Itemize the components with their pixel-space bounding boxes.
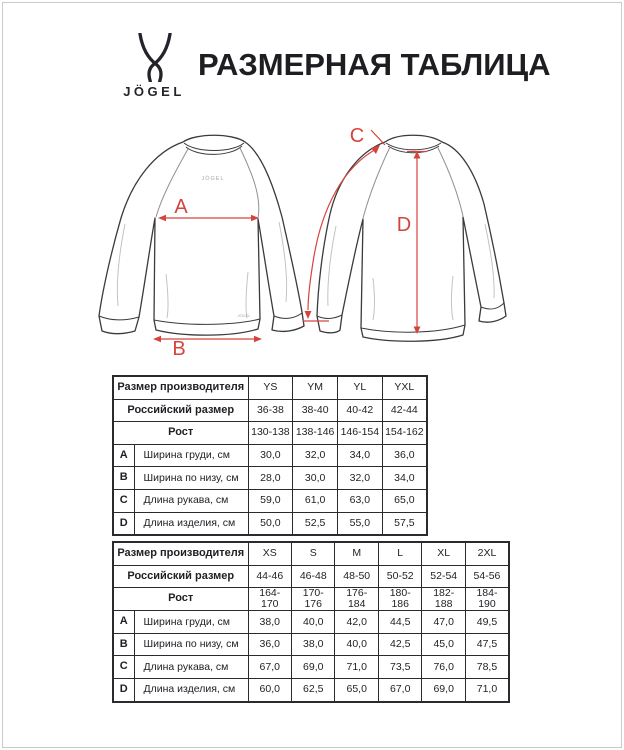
height-value: 138-146: [293, 422, 338, 445]
measure-value: 30,0: [293, 467, 338, 490]
size-name: XL: [422, 542, 465, 565]
page-title: РАЗМЕРНАЯ ТАБЛИЦА: [198, 47, 551, 82]
measure-value: 47,0: [422, 611, 465, 634]
height-header: Рост: [113, 422, 248, 445]
measure-value: 34,0: [382, 467, 427, 490]
back-fold-line: [452, 276, 454, 320]
measure-value: 42,0: [335, 611, 378, 634]
back-raglan-seam-right: [437, 146, 463, 216]
height-value: 184-190: [465, 588, 509, 611]
height-value: 146-154: [337, 422, 382, 445]
measure-value: 40,0: [335, 633, 378, 656]
measure-value: 32,0: [293, 444, 338, 467]
measure-value: 73,5: [378, 656, 421, 679]
size-table: [112, 375, 428, 536]
front-fold-line: [117, 224, 125, 306]
measure-value: 34,0: [337, 444, 382, 467]
measure-value: 65,0: [335, 679, 378, 702]
adult-size-table-slot: [112, 541, 510, 703]
hem-micro-text: JÖGEL: [237, 313, 251, 318]
back-raglan-seam-left: [363, 147, 390, 218]
size-name: YS: [248, 376, 293, 399]
chest-logo-text: JÖGEL: [201, 176, 225, 182]
size-table: [112, 541, 510, 703]
measure-label: Длина изделия, см: [134, 512, 248, 535]
measure-value: 36,0: [248, 633, 291, 656]
measure-letter: A: [113, 611, 134, 634]
front-raglan-seam-right: [240, 148, 259, 218]
measure-value: 50,0: [248, 512, 293, 535]
russian-size-value: 40-42: [337, 399, 382, 422]
russian-size-value: 36-38: [248, 399, 293, 422]
measure-label: Длина рукава, см: [134, 489, 248, 512]
measure-letter: B: [113, 633, 134, 656]
measure-value: 47,5: [465, 633, 509, 656]
height-value: 182-188: [422, 588, 465, 611]
russian-size-value: 54-56: [465, 565, 509, 588]
measure-value: 71,0: [465, 679, 509, 702]
measure-letter: D: [113, 679, 134, 702]
measure-value: 42,5: [378, 633, 421, 656]
back-cuff-line-right: [481, 303, 504, 309]
measure-label: Ширина по низу, см: [134, 467, 248, 490]
size-name: YXL: [382, 376, 427, 399]
measure-letter: B: [113, 467, 134, 490]
brand-antlers-icon: [135, 33, 175, 82]
back-shirt-outline: [317, 135, 506, 341]
measure-value: 59,0: [248, 489, 293, 512]
back-hem-line: [361, 325, 465, 332]
measure-letter: A: [113, 444, 134, 467]
russian-size-value: 48-50: [335, 565, 378, 588]
height-value: 180-186: [378, 588, 421, 611]
measure-value: 30,0: [248, 444, 293, 467]
hem-width-arrowhead-left: [153, 336, 161, 342]
measure-value: 45,0: [422, 633, 465, 656]
measure-label: Длина изделия, см: [134, 679, 248, 702]
measure-value: 57,5: [382, 512, 427, 535]
measure-value: 38,0: [248, 611, 291, 634]
front-cuff-line-right: [274, 313, 302, 318]
hem-width-arrowhead-right: [254, 336, 262, 342]
measure-value: 76,0: [422, 656, 465, 679]
label-b: B: [172, 338, 186, 358]
size-name: YM: [293, 376, 338, 399]
height-header: Рост: [113, 588, 248, 611]
measure-value: 32,0: [337, 467, 382, 490]
chest-width-arrowhead-left: [158, 215, 166, 221]
front-fold-line: [246, 272, 248, 318]
back-fold-line: [328, 226, 336, 306]
measure-value: 36,0: [382, 444, 427, 467]
youth-size-table-slot: [112, 375, 428, 536]
measure-value: 67,0: [378, 679, 421, 702]
measure-letter: C: [113, 656, 134, 679]
sleeve-top-tick: [371, 130, 385, 145]
front-hem-line: [154, 319, 260, 324]
height-value: 154-162: [382, 422, 427, 445]
measure-value: 62,5: [292, 679, 335, 702]
height-value: 164-170: [248, 588, 291, 611]
russian-size-header: Российский размер: [113, 565, 248, 588]
manufacturer-size-header: Размер производителя: [113, 542, 248, 565]
back-cuff-line-left: [317, 315, 342, 319]
height-value: 130-138: [248, 422, 293, 445]
russian-size-value: 44-46: [248, 565, 291, 588]
height-value: 176-184: [335, 588, 378, 611]
size-name: M: [335, 542, 378, 565]
back-fold-line: [373, 278, 375, 320]
russian-size-value: 52-54: [422, 565, 465, 588]
shirt-front-drawing: [92, 124, 312, 358]
front-cuff-line-left: [99, 316, 139, 320]
manufacturer-size-header: Размер производителя: [113, 376, 248, 399]
measure-value: 67,0: [248, 656, 291, 679]
measure-value: 28,0: [248, 467, 293, 490]
measure-label: Ширина груди, см: [134, 611, 248, 634]
measure-letter: C: [113, 489, 134, 512]
measure-value: 71,0: [335, 656, 378, 679]
russian-size-value: 50-52: [378, 565, 421, 588]
front-shirt-outline: [99, 135, 304, 335]
measure-value: 60,0: [248, 679, 291, 702]
measure-value: 55,0: [337, 512, 382, 535]
measure-label: Длина рукава, см: [134, 656, 248, 679]
size-name: XS: [248, 542, 291, 565]
measure-value: 69,0: [292, 656, 335, 679]
russian-size-value: 42-44: [382, 399, 427, 422]
body-length-arrowhead-bottom: [414, 327, 421, 335]
front-fold-line: [166, 274, 168, 318]
measure-value: 78,5: [465, 656, 509, 679]
measure-value: 63,0: [337, 489, 382, 512]
label-a: A: [174, 196, 188, 218]
size-name: S: [292, 542, 335, 565]
measure-label: Ширина груди, см: [134, 444, 248, 467]
russian-size-value: 38-40: [293, 399, 338, 422]
measure-value: 61,0: [293, 489, 338, 512]
shirt-back-drawing: [300, 118, 522, 360]
measure-value: 49,5: [465, 611, 509, 634]
measure-value: 52,5: [293, 512, 338, 535]
size-name: 2XL: [465, 542, 509, 565]
size-name: L: [378, 542, 421, 565]
label-d: D: [396, 214, 412, 236]
measure-value: 38,0: [292, 633, 335, 656]
measure-value: 44,5: [378, 611, 421, 634]
measure-letter: D: [113, 512, 134, 535]
measure-value: 65,0: [382, 489, 427, 512]
back-fold-line: [485, 224, 494, 298]
size-name: YL: [337, 376, 382, 399]
sleeve-length-arrowhead-bottom: [305, 311, 312, 319]
height-value: 170-176: [292, 588, 335, 611]
russian-size-header: Российский размер: [113, 399, 248, 422]
measure-value: 69,0: [422, 679, 465, 702]
russian-size-value: 46-48: [292, 565, 335, 588]
measure-label: Ширина по низу, см: [134, 633, 248, 656]
measure-value: 40,0: [292, 611, 335, 634]
brand-wordmark: JÖGEL: [123, 84, 185, 99]
label-c: C: [349, 125, 365, 147]
front-collar-line: [184, 143, 244, 151]
